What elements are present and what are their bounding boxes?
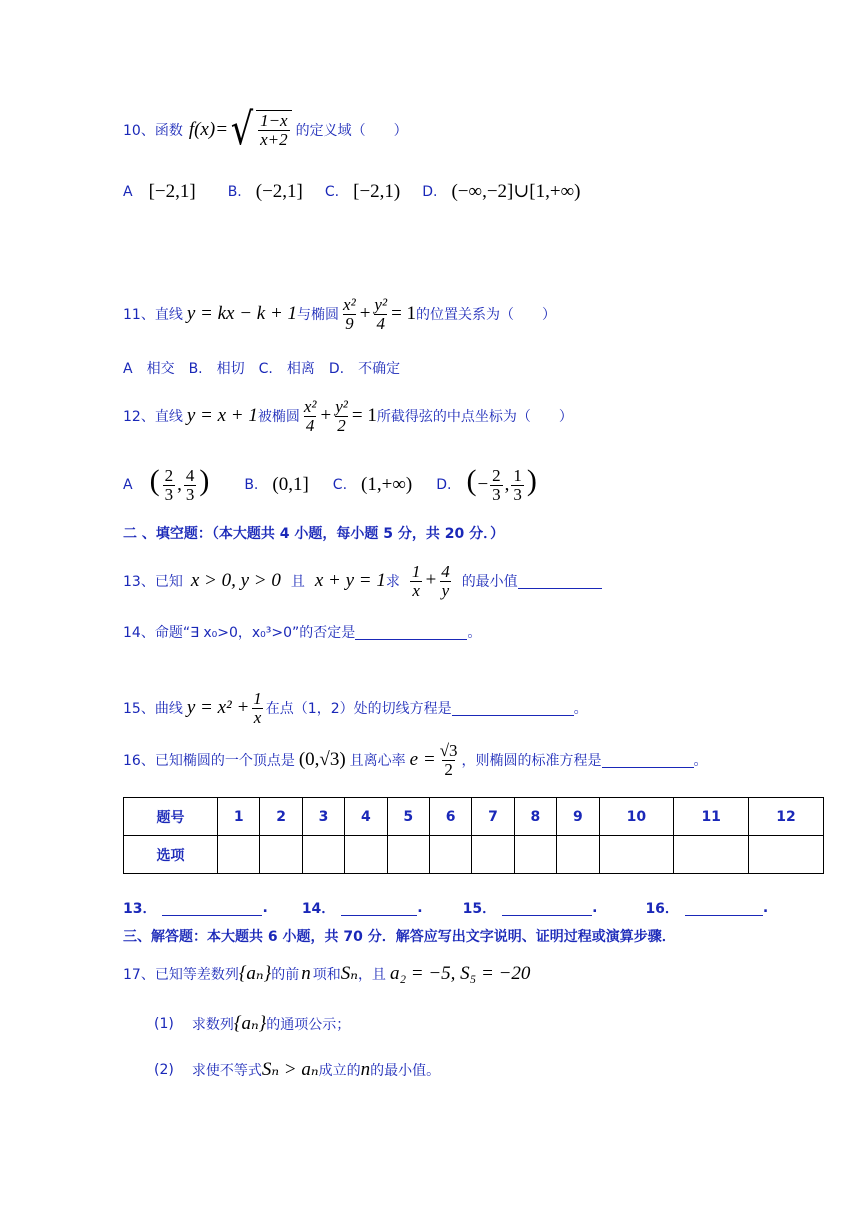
answer-cell[interactable] — [429, 836, 471, 874]
q15-suffix: 在点（1，2）处的切线方程是 — [265, 701, 452, 718]
answer-13-label: 13． — [123, 901, 157, 917]
section-2-heading — [123, 523, 504, 543]
q17-sub1-label: (1) — [154, 1015, 174, 1032]
answer-table — [123, 797, 824, 874]
question-14 — [123, 622, 481, 642]
question-15: 15、曲线 y = x² + $\frac{1}{x}$ 在点（1，2）处的切线方程是 。 — [123, 689, 588, 727]
q16-e-num: √3 — [439, 741, 458, 760]
answer-cell[interactable] — [345, 836, 387, 874]
q16-point: (0,√3) — [298, 749, 346, 771]
q12-opt-c: C. — [332, 476, 348, 493]
table-number: 8 — [514, 798, 556, 836]
answer-cell[interactable] — [260, 836, 302, 874]
section-2-text: 二 、填空题：（本大题共 4 小题，每小题 5 分，共 20 分．） — [123, 526, 505, 542]
table-number: 11 — [674, 798, 749, 836]
q10-sqrt: √ $\frac{1-x}{x+2}$ — [228, 110, 292, 150]
question-12: 12、直线 y = x + 1 被椭圆 $\frac{\text{x²}}{4}$ + $\frac{\text{y²}}{2}$ = 1 所截得弦的中点坐标为（ ） — [123, 397, 573, 435]
q10-options — [123, 180, 580, 203]
q11-ella: x² — [343, 295, 356, 314]
q10-den: x+2 — [260, 129, 288, 149]
q13-suffix: 的最小值 — [461, 574, 518, 591]
table-number: 4 — [345, 798, 387, 836]
q10-opt-a-val: [−2,1] — [148, 180, 196, 202]
q11-ellb: y² — [374, 295, 388, 314]
q12-suffix: 所截得弦的中点坐标为（ ） — [376, 409, 573, 426]
answer-cell[interactable] — [557, 836, 599, 874]
table-number: 1 — [218, 798, 260, 836]
answer-14-label: 14． — [301, 901, 336, 917]
q12-opt-b: B. — [244, 476, 259, 493]
answer-14-blank[interactable] — [341, 901, 417, 916]
q17-sub1-end: 的通项公示； — [266, 1016, 351, 1033]
q10-num: 1−x — [260, 110, 288, 130]
q17-part-2 — [154, 1058, 440, 1081]
q17-sub2-label: (2) — [154, 1061, 174, 1078]
q15-blank[interactable] — [452, 701, 574, 716]
q12-opt-d-val: (− $\frac{2}{3}$ , $\frac{1}{3}$ ) — [466, 464, 537, 505]
q16-e-den: 2 — [444, 759, 453, 779]
q16-e: e = — [409, 749, 436, 771]
q12-ellb-den: 2 — [337, 415, 346, 435]
q11-prefix: 11、直线 — [123, 307, 183, 324]
q10-opt-c-val: [−2,1) — [353, 180, 401, 202]
q12-prefix: 12、直线 — [123, 409, 183, 426]
q17-part-1 — [154, 1012, 350, 1035]
q12-ellb: y² — [335, 397, 348, 416]
q16-prefix: 16、已知椭圆的一个顶点是 — [123, 753, 295, 770]
section-3-heading — [123, 926, 676, 946]
q12-opt-b-val: (0,1] — [272, 473, 309, 495]
q13-cond2: x + y = 1 — [314, 570, 386, 592]
q17-mid1: 的前 — [271, 966, 300, 983]
q10-opt-c: C. — [324, 183, 340, 200]
q12-opt-c-val: (1,+∞) — [361, 473, 413, 495]
answer-cell[interactable] — [387, 836, 429, 874]
q17-sub1-seq: {aₙ} — [233, 1013, 267, 1034]
q10-fx: f(x)= — [188, 118, 229, 140]
answer-cell[interactable] — [514, 836, 556, 874]
q13-expr: $\frac{1}{x}$ + $\frac{4}{y}$ — [411, 562, 450, 600]
question-11: 11、直线 y = kx − k + 1 与椭圆 $\frac{\text{x²}}{9}$ + $\frac{\text{y²}}{4}$ = 1 的位置关系为（ ） — [123, 295, 557, 333]
q10-opt-d-val: (−∞,−2]∪[1,+∞) — [451, 181, 581, 202]
q14-end: 。 — [467, 625, 482, 641]
q16-blank[interactable] — [602, 753, 694, 768]
answer-16-blank[interactable] — [685, 901, 763, 916]
q17-sn: Sₙ — [340, 963, 358, 984]
table-number: 10 — [599, 798, 674, 836]
q11-line-eq: y = kx − k + 1 — [186, 303, 298, 325]
q17-sub2-ineq: Sₙ > aₙ — [261, 1059, 319, 1080]
table-number: 9 — [557, 798, 599, 836]
q12-ella: x² — [303, 397, 317, 416]
q14-text: 14、命题“∃ x₀>0，x₀³>0”的否定是 — [123, 625, 356, 641]
table-number: 3 — [302, 798, 344, 836]
question-17 — [123, 962, 530, 985]
table-answer-row — [124, 836, 824, 874]
q17-sub2-n: n — [360, 1058, 371, 1080]
q17-prefix: 17、已知等差数列 — [123, 966, 239, 983]
q12-opt-a: A — [123, 476, 133, 493]
q13-mid: 且 — [290, 574, 305, 591]
q11-options-text: A 相交 B. 相切 C. 相离 D. 不确定 — [123, 361, 401, 377]
q15-prefix: 15、曲线 — [123, 701, 183, 718]
q15-end: 。 — [573, 701, 588, 718]
answer-15-blank[interactable] — [502, 901, 592, 916]
q10-opt-b: B. — [227, 183, 242, 200]
table-number: 12 — [749, 798, 824, 836]
q10-opt-d: D. — [422, 183, 438, 200]
answer-cell[interactable] — [749, 836, 824, 874]
q16-end: 。 — [693, 753, 708, 770]
answer-cell[interactable] — [674, 836, 749, 874]
q16-suffix: ，则椭圆的标准方程是 — [461, 753, 602, 770]
answer-15-label: 15． — [462, 901, 497, 917]
q15-eq: y = x² + — [186, 697, 250, 719]
q10-opt-b-val: (−2,1] — [255, 180, 303, 202]
q12-opt-d: D. — [436, 476, 452, 493]
q13-prefix: 13、已知 — [123, 574, 183, 591]
q17-mid2: 项和 — [312, 966, 341, 983]
q12-ella-den: 4 — [305, 415, 315, 435]
q12-line-eq: y = x + 1 — [186, 405, 258, 427]
q17-cond: a₂ = −5, S₅ = −20 — [389, 962, 531, 984]
q11-ella-den: 9 — [345, 313, 354, 333]
q11-ellb-den: 4 — [376, 313, 385, 333]
q13-qiu: 求 — [385, 574, 400, 591]
q12-eq-one: = 1 — [351, 405, 377, 427]
answer-blanks-line: 13． . 14． . 15． . 16． . — [123, 900, 769, 917]
q11-mid: 与椭圆 — [297, 307, 340, 324]
q17-n: n — [301, 962, 311, 984]
table-header-label: 题号 — [124, 798, 218, 836]
table-number: 7 — [472, 798, 514, 836]
table-number: 5 — [387, 798, 429, 836]
q12-opt-a-val: ( $\frac{2}{3}$ , $\frac{4}{3}$ ) — [149, 464, 210, 505]
answer-cell[interactable] — [599, 836, 674, 874]
q14-blank[interactable] — [355, 625, 467, 640]
table-header-row — [124, 798, 824, 836]
q11-suffix: 的位置关系为（ ） — [416, 307, 557, 324]
q11-options — [123, 358, 400, 378]
section-3-text: 三、解答题：本大题共 6 小题，共 70 分．解答应写出文字说明、证明过程或演算步骤． — [123, 929, 676, 945]
q10-opt-a: A — [123, 183, 133, 200]
answer-13-blank[interactable] — [162, 901, 262, 916]
q13-blank[interactable] — [518, 574, 602, 589]
q17-sub1-text: 求数列 — [191, 1016, 234, 1033]
q13-cond: x > 0, y > 0 — [190, 570, 281, 592]
question-10 — [123, 104, 408, 155]
question-13 — [123, 563, 602, 600]
q17-mid3: ，且 — [357, 966, 386, 983]
q17-sub2-text: 求使不等式 — [191, 1062, 262, 1079]
q10-suffix: 的定义域（ ） — [295, 122, 408, 139]
answer-cell[interactable] — [472, 836, 514, 874]
table-number: 6 — [429, 798, 471, 836]
q11-eq-one: = 1 — [391, 303, 417, 325]
table-row-label: 选项 — [124, 836, 218, 874]
q17-sub2-mid: 成立的 — [318, 1062, 361, 1079]
answer-cell[interactable] — [218, 836, 260, 874]
q17-sub2-end: 的最小值。 — [370, 1062, 441, 1079]
q17-seq: {aₙ} — [238, 963, 272, 984]
answer-16-label: 16． — [645, 901, 679, 917]
answer-cell[interactable] — [302, 836, 344, 874]
q10-prefix: 10、函数 — [123, 122, 183, 139]
q12-mid: 被椭圆 — [257, 409, 300, 426]
question-16 — [123, 742, 708, 779]
q12-options — [123, 466, 538, 504]
q16-mid: 且离心率 — [349, 753, 406, 770]
table-number: 2 — [260, 798, 302, 836]
